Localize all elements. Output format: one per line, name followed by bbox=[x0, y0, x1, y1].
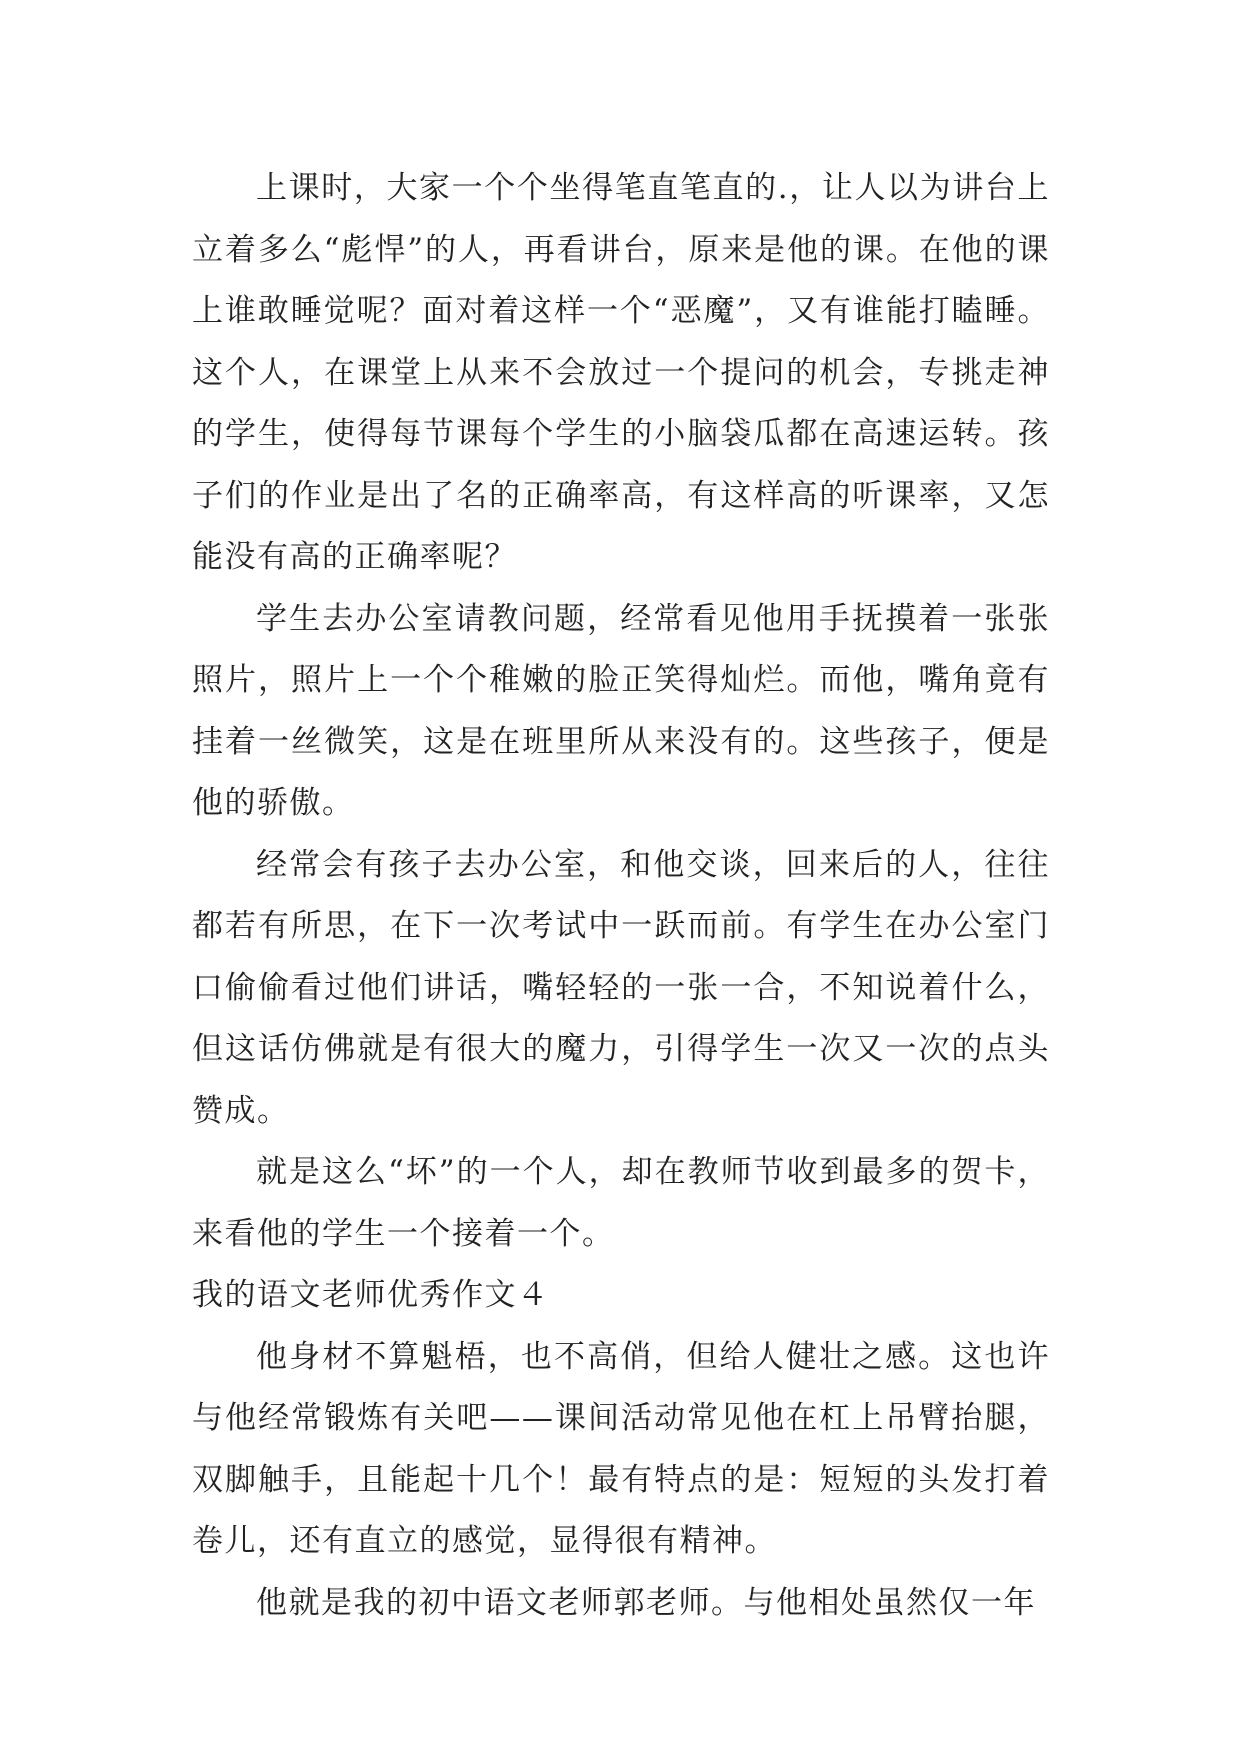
paragraph: 上课时，大家一个个坐得笔直笔直的.，让人以为讲台上立着多么“彪悍”的人，再看讲台，原来是他的课。在他的课上谁敢睡觉呢？面对着这样一个“恶魔”，又有谁能打瞌睡。这个人，在课堂上从来不会放过一个提问的机会，专挑走神的学生，使得每节课每个学生的小脑袋瓜都在高速运转。孩子们的作业是出了名的正确率高，有这样高的听课率，又怎能没有高的正确率呢？ bbox=[192, 170, 1050, 575]
section-heading: 我的语文老师优秀作文４ bbox=[192, 1277, 550, 1313]
paragraph: 他身材不算魁梧，也不高俏，但给人健壮之感。这也许与他经常锻炼有关吧——课间活动常见他在杠上吊臂抬腿，双脚触手，且能起十几个！最有特点的是：短短的头发打着卷儿，还有直立的感觉，显得很有精神。 bbox=[192, 1338, 1050, 1559]
paragraph: 就是这么“坏”的一个人，却在教师节收到最多的贺卡，来看他的学生一个接着一个。 bbox=[192, 1154, 1050, 1252]
paragraph: 经常会有孩子去办公室，和他交谈，回来后的人，往往都若有所思，在下一次考试中一跃而前。有学生在办公室门口偷偷看过他们讲话，嘴轻轻的一张一合，不知说着什么，但这话仿佛就是有很大的魔力，引得学生一次又一次的点头赞成。 bbox=[192, 846, 1050, 1129]
document-body bbox=[192, 158, 1050, 1634]
paragraph: 他就是我的初中语文老师郭老师。与他相处虽然仅一年 bbox=[256, 1584, 1036, 1621]
paragraph: 学生去办公室请教问题，经常看见他用手抚摸着一张张照片，照片上一个个稚嫩的脸正笑得灿烂。而他，嘴角竟有挂着一丝微笑，这是在班里所从来没有的。这些孩子，便是他的骄傲。 bbox=[192, 600, 1050, 821]
